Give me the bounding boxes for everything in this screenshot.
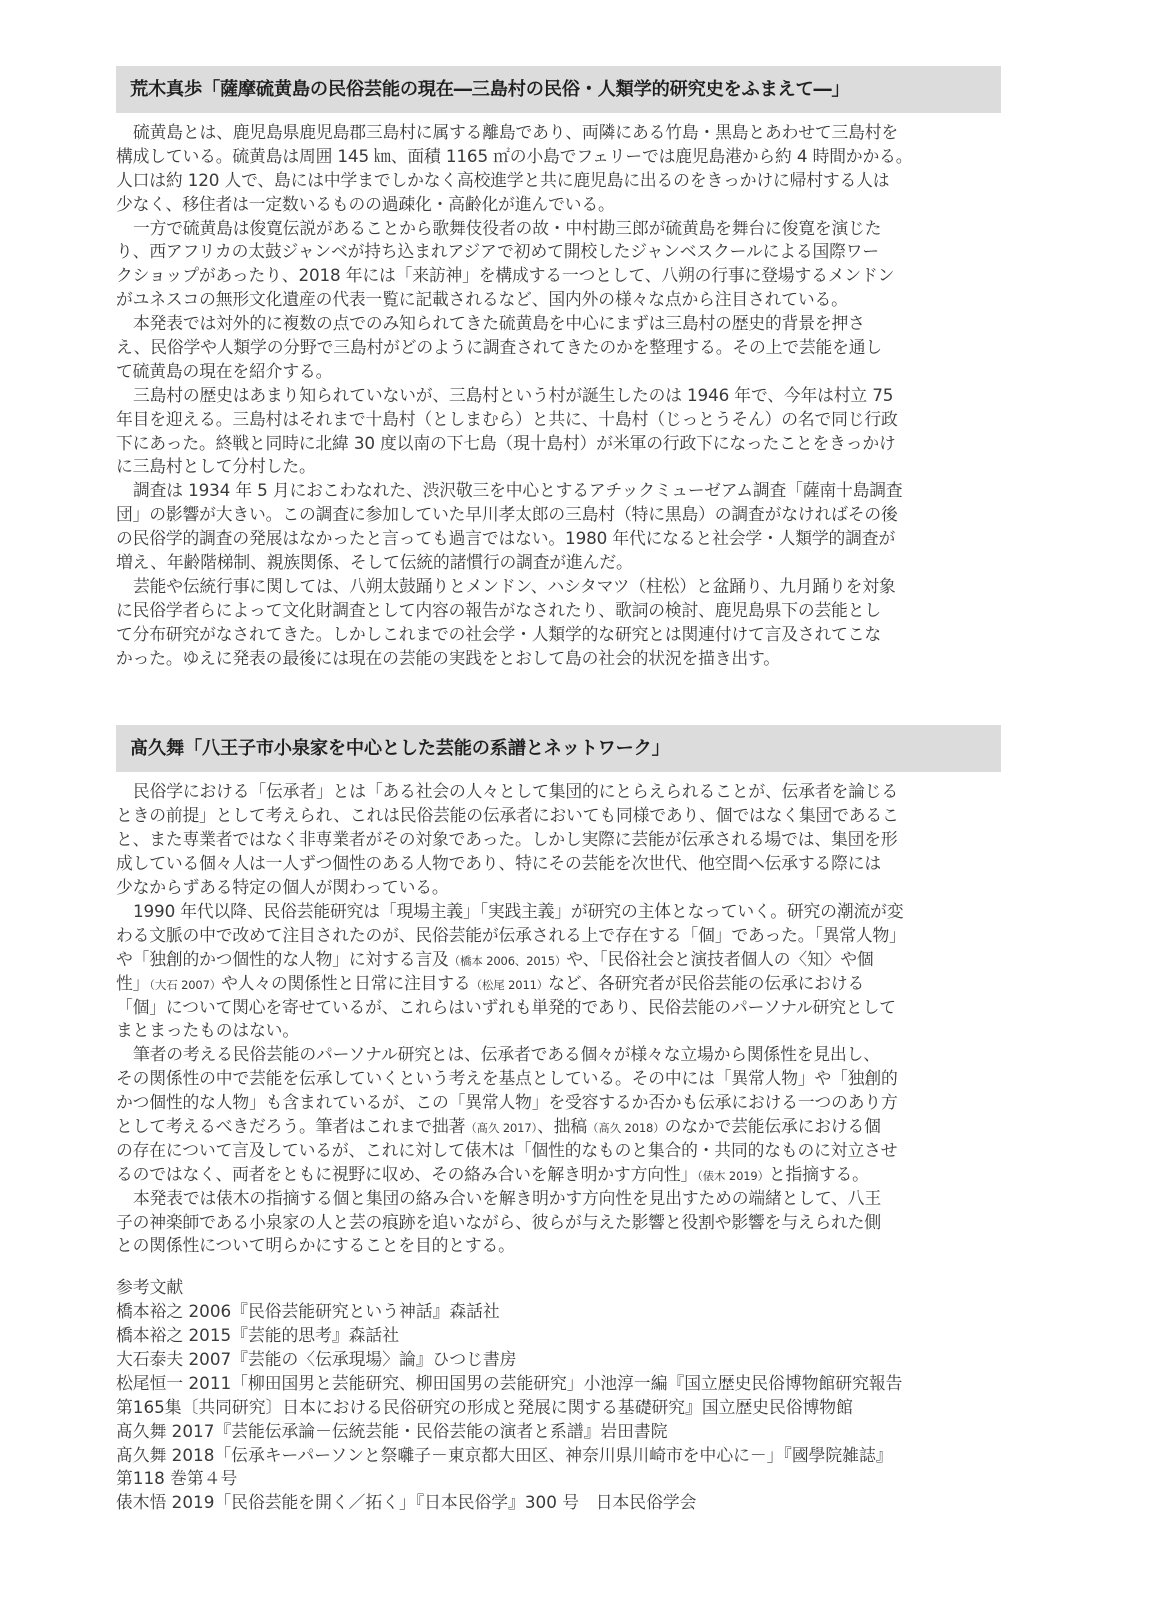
paragraph-line: 本発表では対外的に複数の点でのみ知られてきた硫黄島を中心にまずは三島村の歴史的背景を押さ bbox=[133, 313, 865, 334]
section1-header: 荒木真歩「薩摩硫黄島の民俗芸能の現在―三島村の民俗・人類学的研究史をふまえて―」 bbox=[116, 66, 1001, 113]
paragraph-line: がユネスコの無形文化遺産の代表一覧に記載されるなど、国内外の様々な点から注目されている。 bbox=[116, 289, 848, 310]
paragraph-line: 少なく、移住者は一定数いるものの過疎化・高齢化が進んでいる。 bbox=[116, 193, 615, 214]
citation: （髙久 2017） bbox=[465, 1120, 538, 1135]
paragraph-line: 下にあった。終戦と同時に北緯 30 度以南の下七島（現十島村）が米軍の行政下になったことをきっかけ bbox=[116, 432, 896, 453]
citation: （髙久 2018） bbox=[587, 1120, 665, 1135]
paragraph-line: と、また専業者ではなく非専業者がその対象であった。しかし実際に芸能が伝承される場では、集団を形 bbox=[116, 829, 898, 850]
citation: （大石 2007） bbox=[149, 977, 222, 992]
paragraph-line bbox=[116, 1163, 1001, 1187]
reference-item: 俵木悟 2019「民俗芸能を開く／拓く」『日本民俗学』300 号 日本民俗学会 bbox=[116, 1492, 697, 1513]
document-page bbox=[116, 66, 1001, 1515]
line-text: や人々の関係性と日常に注目する bbox=[221, 972, 471, 993]
reference-item: 橋本裕之 2006『民俗芸能研究という神話』森話社 bbox=[116, 1301, 500, 1322]
paragraph-line: 芸能や伝統行事に関しては、八朔太鼓踊りとメンドン、ハシタマツ（柱松）と盆踊り、九月踊りを対象 bbox=[133, 575, 896, 596]
paragraph-line: その関係性の中で芸能を伝承していくという考えを基点としている。その中には「異常人物」や「独創的 bbox=[116, 1068, 898, 1089]
paragraph-line: かつ個性的な人物」も含まれているが、この「異常人物」を受容するか否かも伝承における一つのあり方 bbox=[116, 1092, 898, 1113]
paragraph-line: の民俗学的調査の発展はなかったと言っても過言ではない。1980 年代になると社会学・人類学的調査が bbox=[116, 528, 896, 549]
paragraph-line: ときの前提」として考えられ、これは民俗芸能の伝承者においても同様であり、個ではなく集団であるこ bbox=[116, 805, 899, 826]
paragraph-line: に三島村として分村した。 bbox=[116, 456, 316, 477]
paragraph-line: クショップがあったり、2018 年には「来訪神」を構成する一つとして、八朔の行事に登場するメンドン bbox=[116, 265, 895, 286]
paragraph-line: 調査は 1934 年 5 月におこわなれた、渋沢敬三を中心とするアチックミューゼアム調査「薩南十島調査 bbox=[133, 480, 903, 501]
line-text: 性」 bbox=[116, 972, 150, 993]
paragraph-line bbox=[116, 1115, 1001, 1139]
paragraph-line: 少なからずある特定の個人が関わっている。 bbox=[116, 877, 449, 898]
reference-item: 第118 巻第４号 bbox=[116, 1468, 238, 1489]
line-text: として考えるべきだろう。筆者はこれまで拙著 bbox=[116, 1115, 466, 1136]
paragraph-line: 「個」について関心を寄せているが、これらはいずれも単発的であり、民俗芸能のパーソナル研究として bbox=[116, 996, 896, 1017]
citation: （松尾 2011） bbox=[470, 977, 549, 992]
reference-item: 橋本裕之 2015『芸能的思考』森話社 bbox=[116, 1325, 399, 1346]
reference-item: 松尾恒一 2011「柳田国男と芸能研究、柳田国男の芸能研究」小池淳一編『国立歴史民俗博物館研究報告 bbox=[116, 1372, 903, 1393]
paragraph-line bbox=[116, 972, 1001, 996]
paragraph-line: 人口は約 120 人で、島には中学までしかなく高校進学と共に鹿児島に出るのをきっかけに帰村する人は bbox=[116, 169, 890, 190]
paragraph-line: まとまったものはない。 bbox=[116, 1020, 299, 1041]
paragraph-line: 構成している。硫黄島は周囲 145 ㎞、面積 1165 ㎡の小島でフェリーでは鹿児島港から約 4 時間かかる。 bbox=[116, 145, 913, 166]
paragraph-line: て硫黄島の現在を紹介する。 bbox=[116, 360, 333, 381]
paragraph-line: え、民俗学や人類学の分野で三島村がどのように調査されてきたのかを整理する。その上で芸能を通し bbox=[116, 337, 883, 358]
line-text: や、「民俗社会と演技者個人の〈知〉や個 bbox=[566, 948, 874, 969]
reference-item: 髙久舞 2017『芸能伝承論－伝統芸能・民俗芸能の演者と系譜』岩田書院 bbox=[116, 1420, 668, 1441]
paragraph-line: 1990 年代以降、民俗芸能研究は「現場主義」「実践主義」が研究の主体となっていく。研究の潮流が変 bbox=[133, 900, 904, 921]
paragraph-line: 年目を迎える。三島村はそれまで十島村（としまむら）と共に、十島村（じっとうそん）の名で同じ行政 bbox=[116, 408, 898, 429]
paragraph-line bbox=[116, 948, 1001, 972]
paragraph-line: わる文脈の中で改めて注目されたのが、民俗芸能が伝承される上で存在する「個」であった。「異常人物」 bbox=[116, 924, 906, 945]
section2-body bbox=[116, 780, 1001, 1258]
line-text: 、拙稿 bbox=[537, 1115, 587, 1136]
paragraph-line: り、西アフリカの太鼓ジャンベが持ち込まれアジアで初めて開校したジャンベスクールによる国際ワー bbox=[116, 241, 880, 262]
paragraph-line: の存在について言及しているが、これに対して俵木は「個性的なものと集合的・共同的なものに対立させ bbox=[116, 1139, 898, 1160]
paragraph-line: 民俗学における「伝承者」とは「ある社会の人々として集団的にとらえられることが、伝承者を論じる bbox=[133, 781, 899, 802]
paragraph-line: 本発表では俵木の指摘する個と集団の絡み合いを解き明かす方向性を見出すための端緒として、八王 bbox=[133, 1187, 882, 1208]
paragraph-line: 筆者の考える民俗芸能のパーソナル研究とは、伝承者である個々が様々な立場から関係性を見出し、 bbox=[133, 1044, 880, 1065]
reference-item: 第165集〔共同研究〕日本における民俗研究の形成と発展に関する基礎研究』国立歴史民俗博物館 bbox=[116, 1396, 853, 1417]
paragraph-line: 硫黄島とは、鹿児島県鹿児島郡三島村に属する離島であり、両隣にある竹島・黒島とあわせて三島村を bbox=[133, 122, 899, 142]
paragraph-line: 一方で硫黄島は俊寛伝説があることから歌舞伎役者の故・中村勘三郎が硫黄島を舞台に俊寛を演じた bbox=[133, 217, 882, 238]
paragraph-line: 成している個々人は一人ずつ個性のある人物であり、特にその芸能を次世代、他空間へ伝承する際には bbox=[116, 853, 882, 874]
paragraph-line: 増え、年齢階梯制、親族関係、そして伝統的諸慣行の調査が進んだ。 bbox=[116, 552, 633, 573]
paragraph-line: との関係性について明らかにすることを目的とする。 bbox=[116, 1235, 515, 1256]
paragraph-line: 子の神楽師である小泉家の人と芸の痕跡を追いながら、彼らが与えた影響と役割や影響を与えられた側 bbox=[116, 1211, 882, 1232]
line-text: のなかで芸能伝承における個 bbox=[664, 1115, 881, 1136]
reference-item: 大石泰夫 2007『芸能の〈伝承現場〉論』ひつじ書房 bbox=[116, 1348, 517, 1369]
paragraph-line: て分布研究がなされてきた。しかしこれまでの社会学・人類学的な研究とは関連付けて言及されてこな bbox=[116, 623, 882, 644]
citation: （橋本 2006、2015） bbox=[448, 953, 567, 968]
line-text: と指摘する。 bbox=[768, 1163, 869, 1184]
line-text: や「独創的かつ個性的な人物」に対する言及 bbox=[116, 948, 449, 969]
section2-header: 髙久舞「八王子市小泉家を中心とした芸能の系譜とネットワーク」 bbox=[116, 725, 1001, 772]
line-text: など、各研究者が民俗芸能の伝承における bbox=[548, 972, 865, 993]
references bbox=[116, 1276, 1001, 1515]
line-text: るのではなく、両者をともに視野に収め、その絡み合いを解き明かす方向性」 bbox=[116, 1163, 698, 1184]
section1-body bbox=[116, 121, 1001, 670]
reference-item: 髙久舞 2018「伝承キーパーソンと祭囃子－東京都大田区、神奈川県川崎市を中心に－」『國學院雑誌』 bbox=[116, 1444, 893, 1465]
paragraph-line: 団」の影響が大きい。この調査に参加していた早川孝太郎の三島村（特に黒島）の調査がなければその後 bbox=[116, 504, 898, 525]
references-title: 参考文献 bbox=[116, 1277, 184, 1298]
paragraph-line: 三島村の歴史はあまり知られていないが、三島村という村が誕生したのは 1946 年で、今年は村立 75 bbox=[133, 384, 894, 405]
paragraph-line: かった。ゆえに発表の最後には現在の芸能の実践をとおして島の社会的状況を描き出す。 bbox=[116, 647, 780, 668]
citation: （俵木 2019） bbox=[697, 1168, 769, 1183]
paragraph-line: に民俗学者らによって文化財調査として内容の報告がなされたり、歌詞の検討、鹿児島県下の芸能とし bbox=[116, 599, 882, 620]
